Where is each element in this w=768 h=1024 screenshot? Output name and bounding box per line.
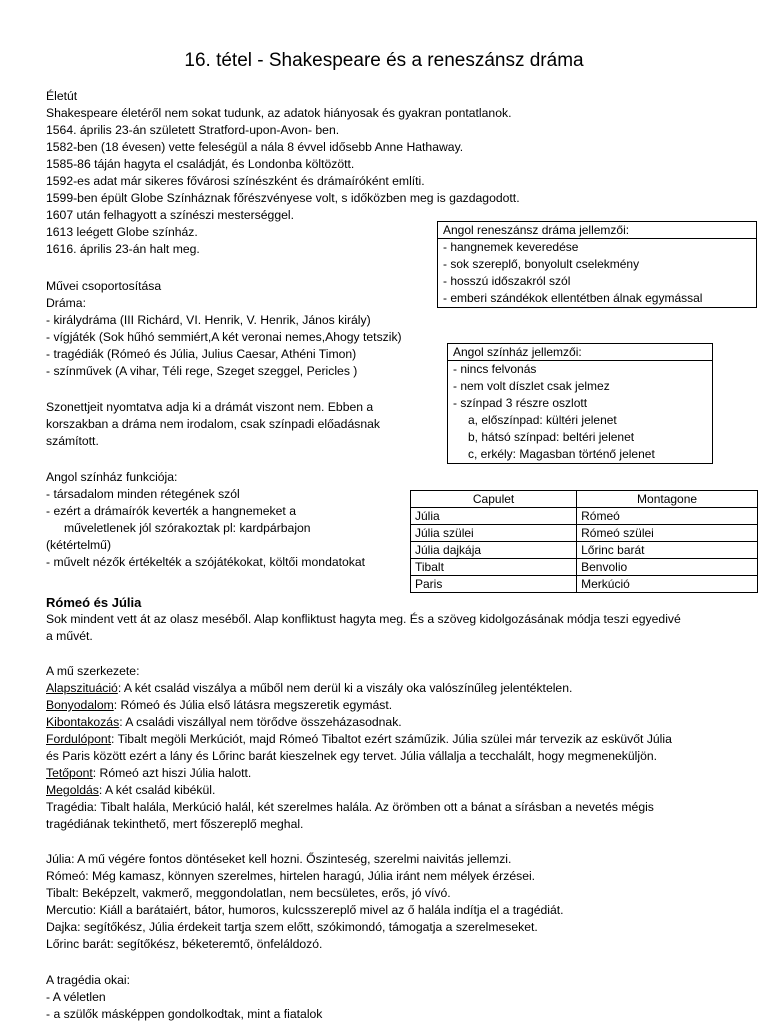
section-heading-eletut: Életút: [46, 89, 78, 103]
text-line: (kétértelmű): [46, 538, 112, 552]
term-fordulopont: Fordulópont: [46, 732, 112, 746]
definition: : Rómeó és Júlia első látásra megszeretik egymást.: [113, 698, 393, 712]
text-line: 1582-ben (18 évesen) vette feleségül a nála 8 évvel idősebb Anne Hathaway.: [46, 140, 464, 154]
text-line: korszakban a dráma nem irodalom, csak színpadi előadásnak: [46, 417, 380, 431]
section-heading-szerkezet: A mű szerkezete:: [46, 664, 140, 678]
list-item: - a szülők másképpen gondolkodtak, mint a fiatalok: [46, 1007, 323, 1021]
table-cell: Merkúció: [577, 576, 758, 593]
structure-item: [46, 697, 392, 714]
text-line: 1607 után felhagyott a színészi mesterséggel.: [46, 208, 294, 222]
definition: : A két család viszálya a műből nem derül ki a viszály oka valószínűleg jelentéktelen.: [117, 681, 573, 695]
families-table: [410, 490, 758, 593]
text-line: 1592-es adat már sikeres fővárosi színészként és drámaíróként említi.: [46, 174, 425, 188]
term-alapszituacio: Alapszituáció: [46, 681, 118, 695]
text-line: 1599-ben épült Globe Színháznak főrészvényese volt, s időközben meg is gazdagodott.: [46, 191, 520, 205]
table-row: [411, 525, 758, 542]
text-line: számított.: [46, 434, 99, 448]
box-item: - nem volt díszlet csak jelmez: [453, 379, 610, 393]
table-row: [411, 576, 758, 593]
term-megoldas: Megoldás: [46, 783, 99, 797]
list-item: - ezért a drámaírók keverték a hangnemeket a: [46, 504, 296, 518]
character-line: Dajka: segítőkész, Júlia érdekeit tartja szem előtt, szókimondó, támogatja a szerelmeseket.: [46, 920, 538, 934]
box-item: - nincs felvonás: [453, 362, 537, 376]
text-line: Tragédia: Tibalt halála, Merkúció halál, két szerelmes halála. Az örömben ott a bánat a sírásban a nevetés mégis: [46, 800, 654, 814]
text-line: a művét.: [46, 629, 93, 643]
term-bonyodalom: Bonyodalom: [46, 698, 114, 712]
text-line: Dráma:: [46, 296, 86, 310]
table-cell: Rómeó szülei: [577, 525, 758, 542]
box-item: - emberi szándékok ellentétben álnak egymással: [443, 291, 703, 305]
box-item: a, előszínpad: kültéri jelenet: [468, 413, 617, 427]
list-item: - királydráma (III Richárd, VI. Henrik, V. Henrik, János király): [46, 313, 371, 327]
theatre-characteristics-box: [447, 343, 713, 464]
text-line: Shakespeare életéről nem sokat tudunk, az adatok hiányosak és gyakran pontatlanok.: [46, 106, 512, 120]
text-line: 1585-86 táján hagyta el családját, és Londonba költözött.: [46, 157, 355, 171]
list-item: - művelt nézők értékelték a szójátékokat, költői mondatokat: [46, 555, 366, 569]
structure-item: [46, 765, 251, 782]
table-header-row: [411, 491, 758, 508]
table-row: [411, 508, 758, 525]
table-cell: Júlia szülei: [411, 525, 577, 542]
list-item: - színművek (A vihar, Téli rege, Szeget szeggel, Pericles ): [46, 364, 358, 378]
section-heading-funkcio: Angol színház funkciója:: [46, 470, 178, 484]
section-heading-okai: A tragédia okai:: [46, 973, 131, 987]
definition: : A családi viszállyal nem törődve összeházasodnak.: [119, 715, 402, 729]
definition: : A két család kibékül.: [98, 783, 216, 797]
text-line: Szonettjeit nyomtatva adja ki a drámát viszont nem. Ebben a: [46, 400, 374, 414]
table-cell: Benvolio: [577, 559, 758, 576]
list-item: - A véletlen: [46, 990, 106, 1004]
section-heading-muvei: Művei csoportosítása: [46, 279, 162, 293]
character-line: Mercutio: Kiáll a barátaiért, bátor, humoros, kulcsszereplő mivel az ő halála indítja el a tragédiát.: [46, 903, 564, 917]
table-cell: Júlia: [411, 508, 577, 525]
text-line: és Paris között ezért a lány és Lőrinc barát kieszelnek egy tervet. Júlia vállalja a tecchalált, hogy megmeneküljön.: [46, 749, 658, 763]
structure-item: [46, 714, 402, 731]
list-item: - társadalom minden rétegének szól: [46, 487, 240, 501]
table-row: [411, 542, 758, 559]
box-item: - sok szereplő, bonyolult cselekmény: [443, 257, 640, 271]
box-item: b, hátsó színpad: beltéri jelenet: [468, 430, 635, 444]
drama-characteristics-box: [437, 221, 757, 308]
character-line: Tibalt: Beképzelt, vakmerő, meggondolatlan, nem becsületes, erős, jó vívó.: [46, 886, 451, 900]
list-item: - tragédiák (Rómeó és Júlia, Julius Caesar, Athéni Timon): [46, 347, 357, 361]
term-kibontakozas: Kibontakozás: [46, 715, 120, 729]
table-cell: Lőrinc barát: [577, 542, 758, 559]
table-header-montagone: Montagone: [577, 491, 758, 508]
table-header-capulet: Capulet: [411, 491, 577, 508]
table-row: [411, 559, 758, 576]
definition: : Tibalt megöli Merkúciót, majd Rómeó Tibaltot ezért száműzik. Júlia szülei már tervezik az esküvőt Júlia: [111, 732, 672, 746]
structure-item: [46, 782, 215, 799]
table-cell: Paris: [411, 576, 577, 593]
table-cell: Rómeó: [577, 508, 758, 525]
box-item: - színpad 3 részre oszlott: [453, 396, 588, 410]
text-line: 1613 leégett Globe színház.: [46, 225, 198, 239]
page-title: 16. tétel - Shakespeare és a reneszánsz dráma: [184, 50, 584, 71]
table-cell: Júlia dajkája: [411, 542, 577, 559]
box-title: Angol színház jellemzői:: [448, 344, 712, 361]
list-item: - vígjáték (Sok hűhó semmiért,A két veronai nemes,Ahogy tetszik): [46, 330, 402, 344]
table-cell: Tibalt: [411, 559, 577, 576]
section-heading-romeo-julia: Rómeó és Júlia: [46, 595, 142, 610]
box-title: Angol reneszánsz dráma jellemzői:: [438, 222, 756, 239]
definition: : Rómeó azt hiszi Júlia halott.: [92, 766, 252, 780]
text-line: 1616. április 23-án halt meg.: [46, 242, 200, 256]
character-line: Júlia: A mű végére fontos döntéseket kell hozni. Őszinteség, szerelmi naivitás jellemzi.: [46, 852, 512, 866]
text-line: műveletlenek jól szórakoztak pl: kardpárbajon: [64, 521, 311, 535]
text-line: 1564. április 23-án született Stratford-upon-Avon- ben.: [46, 123, 340, 137]
structure-item: [46, 680, 572, 697]
text-line: Sok mindent vett át az olasz meséből. Alap konfliktust hagyta meg. És a szöveg kidolgozásának módja teszi egyedivé: [46, 612, 681, 626]
box-item: - hangnemek keveredése: [443, 240, 579, 254]
structure-item: [46, 731, 672, 748]
box-item: c, erkély: Magasban történő jelenet: [468, 447, 655, 461]
text-line: tragédiának tekinthető, mert főszereplő meghal.: [46, 817, 304, 831]
character-line: Rómeó: Még kamasz, könnyen szerelmes, hirtelen haragú, Júlia iránt nem mélyek érzései.: [46, 869, 536, 883]
box-item: - hosszú időszakról szól: [443, 274, 571, 288]
character-line: Lőrinc barát: segítőkész, béketeremtő, önfeláldozó.: [46, 937, 323, 951]
term-tetopont: Tetőpont: [46, 766, 93, 780]
